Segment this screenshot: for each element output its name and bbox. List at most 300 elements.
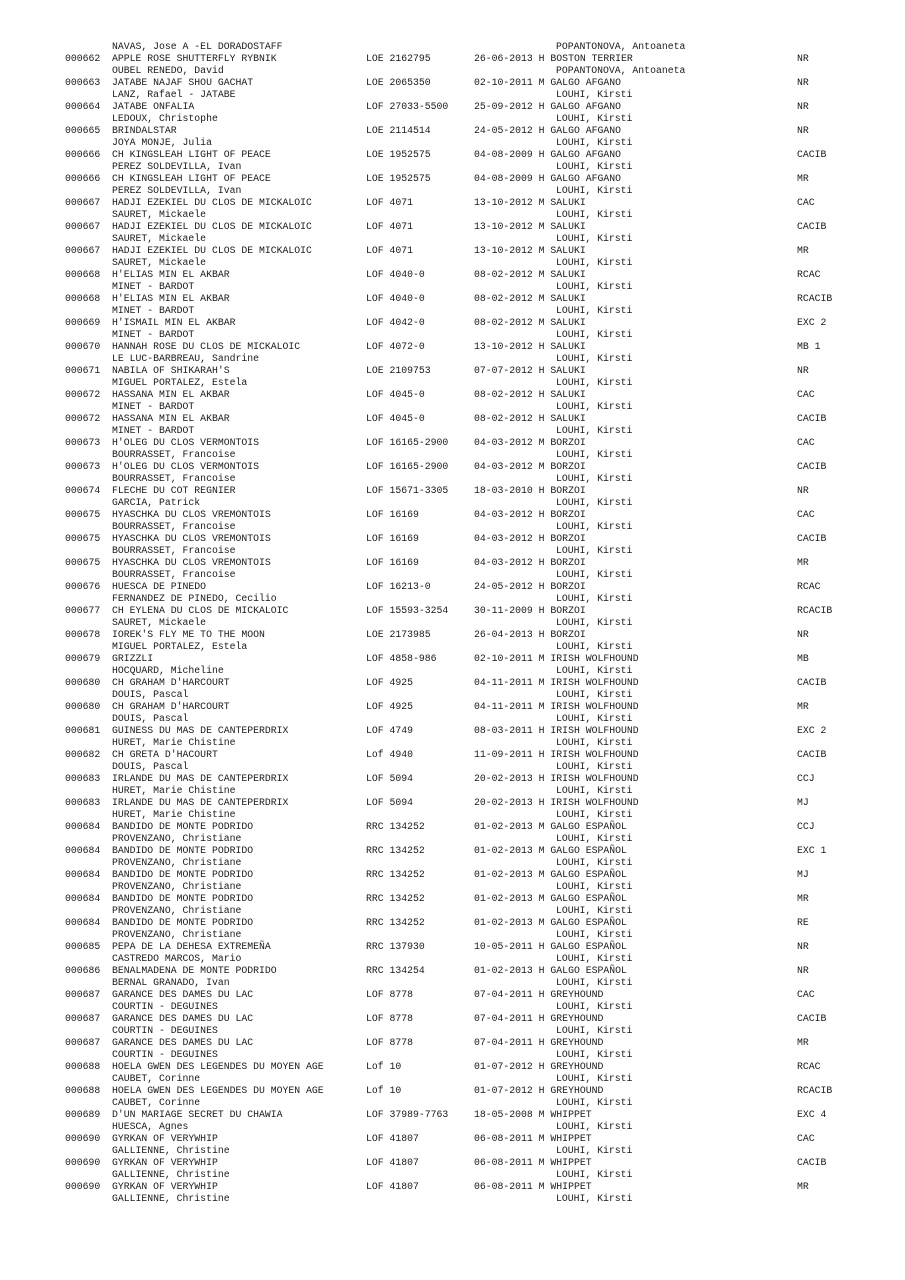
award: MR <box>797 893 809 904</box>
judge-name: LOUHI, Kirsti <box>556 785 633 796</box>
dog-name: H'OLEG DU CLOS VERMONTOIS <box>112 437 259 448</box>
entry-number: 000690 <box>65 1133 101 1144</box>
judge-name: LOUHI, Kirsti <box>556 1097 633 1108</box>
judge-name: LOUHI, Kirsti <box>556 377 633 388</box>
award: EXC 2 <box>797 317 827 328</box>
judge-name: LOUHI, Kirsti <box>556 473 633 484</box>
owner-name: COURTIN - DEGUINES <box>112 1049 218 1060</box>
birthdate-sex-breed: 20-02-2013 H IRISH WOLFHOUND <box>474 773 639 784</box>
entry-number: 000678 <box>65 629 101 640</box>
entry-row <box>0 365 905 377</box>
entry-row <box>0 1109 905 1121</box>
registration-number: LOE 2109753 <box>366 365 431 376</box>
entry-subrow <box>0 113 905 125</box>
registration-number: LOF 4071 <box>366 221 414 232</box>
entry-number: 000680 <box>65 677 101 688</box>
entry-number: 000687 <box>65 989 101 1000</box>
entry-row <box>0 1061 905 1073</box>
entry-subrow <box>0 1049 905 1061</box>
dog-name: GRIZZLI <box>112 653 154 664</box>
entry-number: 000668 <box>65 293 101 304</box>
entry-row <box>0 1013 905 1025</box>
registration-number: LOF 16169 <box>366 509 419 520</box>
award: CACIB <box>797 1013 827 1024</box>
entry-subrow <box>0 257 905 269</box>
registration-number: LOF 16169 <box>366 533 419 544</box>
entry-subrow <box>0 737 905 749</box>
owner-name: HURET, Marie Chistine <box>112 737 236 748</box>
entry-subrow <box>0 137 905 149</box>
award: CCJ <box>797 773 815 784</box>
dog-name: GUINESS DU MAS DE CANTEPERDRIX <box>112 725 289 736</box>
entry-row <box>0 533 905 545</box>
judge-name: LOUHI, Kirsti <box>556 1073 633 1084</box>
owner-name: DOUIS, Pascal <box>112 713 189 724</box>
birthdate-sex-breed: 24-05-2012 H BORZOI <box>474 581 586 592</box>
dog-name: HOELA GWEN DES LEGENDES DU MOYEN AGE <box>112 1061 324 1072</box>
birthdate-sex-breed: 06-08-2011 M WHIPPET <box>474 1157 592 1168</box>
birthdate-sex-breed: 13-10-2012 H SALUKI <box>474 341 586 352</box>
entry-row <box>0 893 905 905</box>
owner-name: BOURRASSET, Francoise <box>112 545 236 556</box>
entry-row <box>0 941 905 953</box>
award: NR <box>797 53 809 64</box>
entry-number: 000674 <box>65 485 101 496</box>
judge-name: LOUHI, Kirsti <box>556 905 633 916</box>
entry-number: 000684 <box>65 845 101 856</box>
award: NR <box>797 629 809 640</box>
dog-name: HOELA GWEN DES LEGENDES DU MOYEN AGE <box>112 1085 324 1096</box>
judge-name: LOUHI, Kirsti <box>556 737 633 748</box>
award: MB 1 <box>797 341 821 352</box>
owner-name: PROVENZANO, Christiane <box>112 857 242 868</box>
registration-number: LOF 4072-0 <box>366 341 425 352</box>
dog-name: HYASCHKA DU CLOS VREMONTOIS <box>112 533 271 544</box>
owner-name: MINET - BARDOT <box>112 401 195 412</box>
judge-name: LOUHI, Kirsti <box>556 521 633 532</box>
owner-name: HOCQUARD, Micheline <box>112 665 224 676</box>
judge-name: LOUHI, Kirsti <box>556 689 633 700</box>
entry-row <box>0 341 905 353</box>
registration-number: LOF 16165-2900 <box>366 437 449 448</box>
birthdate-sex-breed: 08-02-2012 M SALUKI <box>474 269 586 280</box>
entry-row <box>0 1133 905 1145</box>
owner-name: PEREZ SOLDEVILLA, Ivan <box>112 185 242 196</box>
registration-number: RRC 134252 <box>366 845 425 856</box>
entry-subrow <box>0 1121 905 1133</box>
dog-name: BRINDALSTAR <box>112 125 177 136</box>
entry-row <box>0 461 905 473</box>
entry-subrow <box>0 809 905 821</box>
entry-subrow <box>0 953 905 965</box>
registration-number: LOE 1952575 <box>366 173 431 184</box>
entry-subrow <box>0 1097 905 1109</box>
entry-subrow <box>0 665 905 677</box>
entry-row <box>0 437 905 449</box>
birthdate-sex-breed: 04-03-2012 H BORZOI <box>474 557 586 568</box>
entry-number: 000667 <box>65 221 101 232</box>
entry-number: 000667 <box>65 197 101 208</box>
dog-name: CH KINGSLEAH LIGHT OF PEACE <box>112 173 271 184</box>
entry-subrow <box>0 617 905 629</box>
entry-row <box>0 485 905 497</box>
judge-name: LOUHI, Kirsti <box>556 929 633 940</box>
award: CACIB <box>797 149 827 160</box>
dog-name: H'ELIAS MIN EL AKBAR <box>112 269 230 280</box>
dog-name: GYRKAN OF VERYWHIP <box>112 1133 218 1144</box>
judge-name: POPANTONOVA, Antoaneta <box>556 41 686 52</box>
owner-name: GALLIENNE, Christine <box>112 1169 230 1180</box>
owner-name: GALLIENNE, Christine <box>112 1193 230 1204</box>
award: RCAC <box>797 581 821 592</box>
entry-number: 000690 <box>65 1181 101 1192</box>
award: MR <box>797 1181 809 1192</box>
birthdate-sex-breed: 04-03-2012 H BORZOI <box>474 533 586 544</box>
dog-name: HADJI EZEKIEL DU CLOS DE MICKALOIC <box>112 221 312 232</box>
registration-number: LOF 4925 <box>366 701 414 712</box>
entry-row <box>0 749 905 761</box>
owner-name: BOURRASSET, Francoise <box>112 569 236 580</box>
birthdate-sex-breed: 13-10-2012 M SALUKI <box>474 221 586 232</box>
dog-name: GYRKAN OF VERYWHIP <box>112 1181 218 1192</box>
entry-number: 000684 <box>65 869 101 880</box>
owner-name: JOYA MONJE, Julia <box>112 137 212 148</box>
judge-name: LOUHI, Kirsti <box>556 593 633 604</box>
dog-name: CH EYLENA DU CLOS DE MICKALOIC <box>112 605 289 616</box>
birthdate-sex-breed: 13-10-2012 M SALUKI <box>474 197 586 208</box>
entry-row <box>0 197 905 209</box>
registration-number: Lof 10 <box>366 1061 402 1072</box>
birthdate-sex-breed: 11-09-2011 H IRISH WOLFHOUND <box>474 749 639 760</box>
judge-name: LOUHI, Kirsti <box>556 641 633 652</box>
registration-number: LOF 4040-0 <box>366 293 425 304</box>
entry-row <box>0 221 905 233</box>
owner-name: GALLIENNE, Christine <box>112 1145 230 1156</box>
entry-number: 000673 <box>65 437 101 448</box>
owner-name: SAURET, Mickaele <box>112 257 207 268</box>
award: CACIB <box>797 413 827 424</box>
owner-name: CAUBET, Corinne <box>112 1073 201 1084</box>
entry-subrow <box>0 689 905 701</box>
registration-number: LOE 1952575 <box>366 149 431 160</box>
entry-number: 000673 <box>65 461 101 472</box>
birthdate-sex-breed: 01-02-2013 M GALGO ESPAÑOL <box>474 893 627 904</box>
award: CAC <box>797 437 815 448</box>
birthdate-sex-breed: 30-11-2009 H BORZOI <box>474 605 586 616</box>
entry-row <box>0 605 905 617</box>
entry-row <box>0 653 905 665</box>
entry-row <box>0 1181 905 1193</box>
registration-number: RRC 134252 <box>366 917 425 928</box>
judge-name: POPANTONOVA, Antoaneta <box>556 65 686 76</box>
entry-row <box>0 173 905 185</box>
award: EXC 1 <box>797 845 827 856</box>
dog-name: BANDIDO DE MONTE PODRIDO <box>112 917 254 928</box>
birthdate-sex-breed: 01-02-2013 M GALGO ESPAÑOL <box>474 821 627 832</box>
judge-name: LOUHI, Kirsti <box>556 857 633 868</box>
owner-name: DOUIS, Pascal <box>112 689 189 700</box>
entry-number: 000687 <box>65 1013 101 1024</box>
judge-name: LOUHI, Kirsti <box>556 1145 633 1156</box>
birthdate-sex-breed: 01-02-2013 H GALGO ESPAÑOL <box>474 965 627 976</box>
entry-subrow <box>0 545 905 557</box>
dog-name: CH GRETA D'HACOURT <box>112 749 218 760</box>
judge-name: LOUHI, Kirsti <box>556 233 633 244</box>
judge-name: LOUHI, Kirsti <box>556 113 633 124</box>
entry-row <box>0 413 905 425</box>
registration-number: LOE 2173985 <box>366 629 431 640</box>
entry-subrow <box>0 521 905 533</box>
registration-number: LOF 15671-3305 <box>366 485 449 496</box>
judge-name: LOUHI, Kirsti <box>556 209 633 220</box>
dog-name: GARANCE DES DAMES DU LAC <box>112 989 254 1000</box>
birthdate-sex-breed: 20-02-2013 H IRISH WOLFHOUND <box>474 797 639 808</box>
dog-name: NABILA OF SHIKARAH'S <box>112 365 230 376</box>
registration-number: RRC 134252 <box>366 821 425 832</box>
entry-number: 000663 <box>65 77 101 88</box>
entry-row <box>0 53 905 65</box>
owner-name: LANZ, Rafael - JATABE <box>112 89 236 100</box>
judge-name: LOUHI, Kirsti <box>556 497 633 508</box>
owner-name: FERNANDEZ DE PINEDO, Cecilio <box>112 593 277 604</box>
entry-number: 000668 <box>65 269 101 280</box>
owner-name: HURET, Marie Chistine <box>112 809 236 820</box>
award: MJ <box>797 869 809 880</box>
award: NR <box>797 101 809 112</box>
registration-number: LOF 4040-0 <box>366 269 425 280</box>
entry-subrow <box>0 449 905 461</box>
entry-number: 000680 <box>65 701 101 712</box>
award: RE <box>797 917 809 928</box>
entry-number: 000688 <box>65 1061 101 1072</box>
owner-name: BERNAL GRANADO, Ivan <box>112 977 230 988</box>
judge-name: LOUHI, Kirsti <box>556 1001 633 1012</box>
birthdate-sex-breed: 08-02-2012 M SALUKI <box>474 317 586 328</box>
entry-subrow <box>0 1169 905 1181</box>
award: CACIB <box>797 677 827 688</box>
entry-number: 000676 <box>65 581 101 592</box>
entry-row <box>0 845 905 857</box>
judge-name: LOUHI, Kirsti <box>556 977 633 988</box>
dog-name: APPLE ROSE SHUTTERFLY RYBNIK <box>112 53 277 64</box>
registration-number: LOE 2065350 <box>366 77 431 88</box>
judge-name: LOUHI, Kirsti <box>556 89 633 100</box>
entry-number: 000675 <box>65 533 101 544</box>
birthdate-sex-breed: 24-05-2012 H GALGO AFGANO <box>474 125 621 136</box>
entry-subrow <box>0 881 905 893</box>
registration-number: LOF 5094 <box>366 797 414 808</box>
dog-name: CH KINGSLEAH LIGHT OF PEACE <box>112 149 271 160</box>
dog-name: BANDIDO DE MONTE PODRIDO <box>112 869 254 880</box>
award: NR <box>797 965 809 976</box>
owner-name: SAURET, Mickaele <box>112 209 207 220</box>
dog-name: BANDIDO DE MONTE PODRIDO <box>112 821 254 832</box>
registration-number: LOF 4071 <box>366 197 414 208</box>
owner-name: BOURRASSET, Francoise <box>112 473 236 484</box>
registration-number: LOF 37989-7763 <box>366 1109 449 1120</box>
award: RCAC <box>797 269 821 280</box>
registration-number: LOF 4045-0 <box>366 413 425 424</box>
dog-name: H'ISMAIL MIN EL AKBAR <box>112 317 236 328</box>
entry-row <box>0 917 905 929</box>
entry-row <box>0 125 905 137</box>
entry-row <box>0 1037 905 1049</box>
birthdate-sex-breed: 04-11-2011 M IRISH WOLFHOUND <box>474 701 639 712</box>
dog-name: HYASCHKA DU CLOS VREMONTOIS <box>112 557 271 568</box>
owner-name: PEREZ SOLDEVILLA, Ivan <box>112 161 242 172</box>
award: CCJ <box>797 821 815 832</box>
award: MJ <box>797 797 809 808</box>
registration-number: RRC 134252 <box>366 893 425 904</box>
dog-name: BANDIDO DE MONTE PODRIDO <box>112 893 254 904</box>
birthdate-sex-breed: 08-02-2012 H SALUKI <box>474 413 586 424</box>
entry-row <box>0 773 905 785</box>
birthdate-sex-breed: 08-03-2011 H IRISH WOLFHOUND <box>474 725 639 736</box>
owner-name: BOURRASSET, Francoise <box>112 449 236 460</box>
entry-subrow <box>0 977 905 989</box>
entry-subrow <box>0 65 905 77</box>
entry-subrow <box>0 401 905 413</box>
birthdate-sex-breed: 02-10-2011 M GALGO AFGANO <box>474 77 621 88</box>
entry-subrow <box>0 593 905 605</box>
registration-number: LOF 4045-0 <box>366 389 425 400</box>
dog-name: HUESCA DE PINEDO <box>112 581 207 592</box>
birthdate-sex-breed: 25-09-2012 H GALGO AFGANO <box>474 101 621 112</box>
birthdate-sex-breed: 10-05-2011 H GALGO ESPAÑOL <box>474 941 627 952</box>
entry-subrow <box>0 209 905 221</box>
award: CAC <box>797 989 815 1000</box>
registration-number: RRC 134254 <box>366 965 425 976</box>
entry-subrow <box>0 929 905 941</box>
entry-subrow <box>0 161 905 173</box>
dog-name: HASSANA MIN EL AKBAR <box>112 389 230 400</box>
entry-number: 000684 <box>65 821 101 832</box>
dog-name: D'UN MARIAGE SECRET DU CHAWIA <box>112 1109 283 1120</box>
judge-name: LOUHI, Kirsti <box>556 425 633 436</box>
entry-number: 000687 <box>65 1037 101 1048</box>
judge-name: LOUHI, Kirsti <box>556 353 633 364</box>
entry-number: 000682 <box>65 749 101 760</box>
entry-subrow <box>0 233 905 245</box>
judge-name: LOUHI, Kirsti <box>556 1193 633 1204</box>
entry-subrow <box>0 641 905 653</box>
entry-number: 000666 <box>65 149 101 160</box>
entry-number: 000664 <box>65 101 101 112</box>
birthdate-sex-breed: 18-05-2008 M WHIPPET <box>474 1109 592 1120</box>
award: CAC <box>797 1133 815 1144</box>
entry-row <box>0 509 905 521</box>
award: NR <box>797 941 809 952</box>
registration-number: LOF 5094 <box>366 773 414 784</box>
birthdate-sex-breed: 13-10-2012 M SALUKI <box>474 245 586 256</box>
entry-subrow <box>0 281 905 293</box>
entry-subrow <box>0 1001 905 1013</box>
birthdate-sex-breed: 04-03-2012 M BORZOI <box>474 461 586 472</box>
judge-name: LOUHI, Kirsti <box>556 161 633 172</box>
entry-number: 000681 <box>65 725 101 736</box>
entry-number: 000683 <box>65 773 101 784</box>
award: RCAC <box>797 1061 821 1072</box>
registration-number: LOF 4749 <box>366 725 414 736</box>
owner-name: PROVENZANO, Christiane <box>112 929 242 940</box>
entry-row <box>0 581 905 593</box>
entry-row <box>0 1085 905 1097</box>
owner-name: MIGUEL PORTALEZ, Estela <box>112 377 248 388</box>
judge-name: LOUHI, Kirsti <box>556 833 633 844</box>
award: NR <box>797 125 809 136</box>
owner-name: CASTREDO MARCOS, Mario <box>112 953 242 964</box>
entry-number: 000667 <box>65 245 101 256</box>
owner-name: LE LUC-BARBREAU, Sandrine <box>112 353 259 364</box>
award: RCACIB <box>797 1085 833 1096</box>
entry-row <box>0 245 905 257</box>
entry-number: 000685 <box>65 941 101 952</box>
entry-subrow <box>0 569 905 581</box>
award: CACIB <box>797 749 827 760</box>
dog-name: HYASCHKA DU CLOS VREMONTOIS <box>112 509 271 520</box>
birthdate-sex-breed: 07-04-2011 H GREYHOUND <box>474 989 604 1000</box>
dog-name: IOREK'S FLY ME TO THE MOON <box>112 629 265 640</box>
award: CAC <box>797 389 815 400</box>
owner-name: NAVAS, Jose A -EL DORADOSTAFF <box>112 41 283 52</box>
birthdate-sex-breed: 08-02-2012 M SALUKI <box>474 293 586 304</box>
entry-number: 000689 <box>65 1109 101 1120</box>
entry-row <box>0 293 905 305</box>
award: MB <box>797 653 809 664</box>
entry-row <box>0 1157 905 1169</box>
registration-number: RRC 134252 <box>366 869 425 880</box>
entry-number: 000677 <box>65 605 101 616</box>
judge-name: LOUHI, Kirsti <box>556 281 633 292</box>
award: CACIB <box>797 1157 827 1168</box>
dog-name: CH GRAHAM D'HARCOURT <box>112 677 230 688</box>
award: EXC 4 <box>797 1109 827 1120</box>
dog-name: H'OLEG DU CLOS VERMONTOIS <box>112 461 259 472</box>
entry-subrow <box>0 1193 905 1205</box>
entry-row <box>0 149 905 161</box>
entry-number: 000684 <box>65 917 101 928</box>
judge-name: LOUHI, Kirsti <box>556 401 633 412</box>
registration-number: LOE 2114514 <box>366 125 431 136</box>
entry-subrow <box>0 1145 905 1157</box>
registration-number: LOF 16169 <box>366 557 419 568</box>
owner-name: HURET, Marie Chistine <box>112 785 236 796</box>
birthdate-sex-breed: 01-02-2013 M GALGO ESPAÑOL <box>474 869 627 880</box>
dog-name: IRLANDE DU MAS DE CANTEPERDRIX <box>112 773 289 784</box>
entry-number: 000686 <box>65 965 101 976</box>
registration-number: LOF 41807 <box>366 1181 419 1192</box>
registration-number: Lof 4940 <box>366 749 414 760</box>
judge-name: LOUHI, Kirsti <box>556 1025 633 1036</box>
entry-subrow <box>0 377 905 389</box>
registration-number: LOF 8778 <box>366 1013 414 1024</box>
owner-name: MINET - BARDOT <box>112 305 195 316</box>
award: RCACIB <box>797 605 833 616</box>
award: EXC 2 <box>797 725 827 736</box>
registration-number: Lof 10 <box>366 1085 402 1096</box>
birthdate-sex-breed: 07-07-2012 H SALUKI <box>474 365 586 376</box>
judge-name: LOUHI, Kirsti <box>556 617 633 628</box>
registration-number: LOE 2162795 <box>366 53 431 64</box>
entry-row <box>0 725 905 737</box>
award: CAC <box>797 197 815 208</box>
registration-number: LOF 4925 <box>366 677 414 688</box>
birthdate-sex-breed: 08-02-2012 H SALUKI <box>474 389 586 400</box>
judge-name: LOUHI, Kirsti <box>556 953 633 964</box>
entry-subrow <box>0 425 905 437</box>
birthdate-sex-breed: 04-08-2009 H GALGO AFGANO <box>474 173 621 184</box>
entry-subrow <box>0 1073 905 1085</box>
